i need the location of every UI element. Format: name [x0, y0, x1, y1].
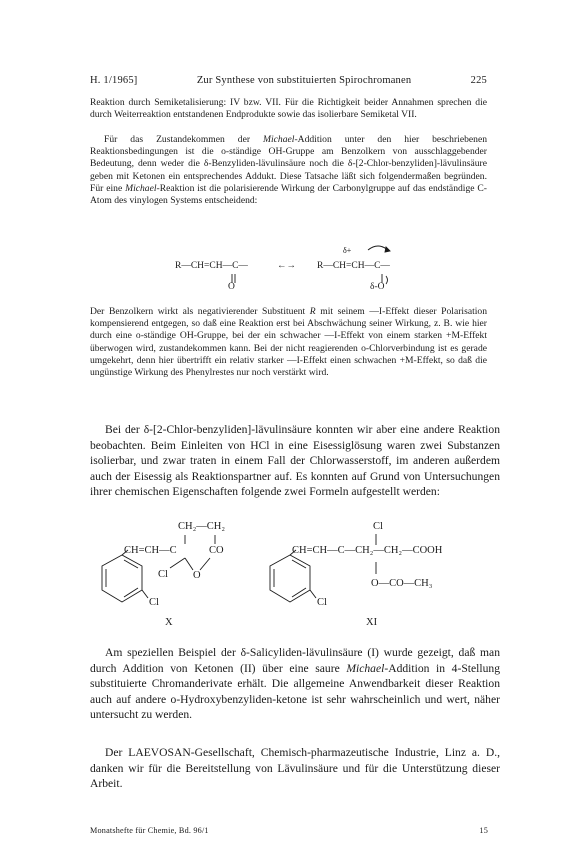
paragraph-2 [90, 134, 487, 207]
resonance-left-oxygen: O [228, 282, 235, 292]
text-run: Der Benzolkern wirkt als negativierender Substituent [90, 306, 310, 317]
x-ring-oxygen: O [193, 570, 201, 581]
paragraph-3 [90, 306, 487, 379]
name-michael: Michael [263, 134, 295, 145]
paragraph-5 [90, 645, 500, 723]
signature-number: 15 [479, 826, 488, 835]
paragraph-1: Reaktion durch Semiketalisierung: IV bzw. VII. Für die Richtigkeit beider Annahmen sprechen die durch Weiterreaktion entstandenen Endprodukte sowie das isolierbare Semiketal VII. [90, 97, 487, 121]
xi-top-chlorine: Cl [373, 521, 383, 532]
paragraph-6: Der LAEVOSAN-Gesellschaft, Chemisch-pharmazeutische Industrie, Linz a. D., danken wir für die Bereitstellung von Lävulinsäure und für die Unterstützung dieser Arbeit. [90, 746, 500, 791]
x-cl-aryl: Cl [149, 597, 159, 608]
issue-ref: H. 1/1965] [90, 75, 138, 86]
resonance-arrow: ←→ [277, 261, 296, 271]
xi-label: XI [366, 617, 378, 628]
journal-footer [90, 826, 488, 835]
text-run: Für das Zustandekommen der [104, 134, 264, 145]
name-michael: Michael [125, 182, 157, 194]
journal-ref: Monatshefte für Chemie, Bd. 96/1 [90, 826, 209, 835]
delta-minus-oxygen: δ-O [370, 282, 385, 292]
xi-chain: CH=CH—C—CH₂—CH₂—COOH [292, 545, 443, 556]
running-header [90, 75, 487, 86]
xi-acetoxy: O—CO—CH₃ [371, 578, 433, 589]
x-label: X [165, 617, 173, 628]
x-cl-substituent: Cl [158, 569, 168, 580]
delta-plus: δ+ [343, 246, 352, 255]
resonance-bonds [320, 240, 440, 300]
paragraph-4: Bei der δ-[2-Chlor-benzyliden]-lävulinsäure konnten wir aber eine andere Reaktion beobachten. Beim Einleiten von HCl in eine Eisessiglösung waren zwei Substanzen isolierbar, und zwar traten in einem Fall der Chlorwasserstoff, im anderen außerdem auch der Eisessig als Reaktionspartner auf. Es konnten auf Grund von Untersuchungen ihrer chemischen Eigenschaften folgende zwei Formeln aufgestellt werden: [90, 423, 500, 499]
text-run: -Reaktion ist die polarisierende Wirkung der Carbonylgruppe auf das endständige C-Atom des vinylogen Systems entscheidend: [90, 182, 487, 207]
symbol-r: R [309, 306, 316, 317]
text-run: mit seinem —I-Effekt dieser Polarisation kompensierend entgegen, so daß eine Reaktion erst bei Abschwächung seiner Wirkung, z. B. wie hier durch eine o-ständige OH-Gruppe, bei der ein schwacher —I-Effekt von einem starken +M-Effekt überwogen wird, zustandekommen kann. Bei der nicht reagierenden o-Chlorverbindung ist es gerade umgekehrt, denn hier übertrifft ein relativ starker —I-Effekt einen schwachen +M-Effekt, so daß die ungünstige Wirkung des Phenylrestes nur noch verstärkt wird. [90, 306, 487, 379]
text-run: Am speziellen Beispiel der δ-Salicyliden-lävulinsäure (I) wurde gezeigt, daß man durch Addition von Ketonen (II) über eine saure [90, 646, 500, 675]
text-run: -Addition unter den hier beschriebenen Reaktionsbedingungen ist die o-ständige OH-Gruppe am Benzolkern von ausschlaggebender Bedeutung, denn weder die δ-Benzyliden-lävulinsäure noch die δ-[2-Chlor-benzyliden]-lävulinsäure geben mit Ketonen ein entsprechendes Addukt. Diese Tatsache läßt sich folgendermaßen begründen. Für eine [90, 134, 488, 194]
xi-cl-aryl: Cl [317, 597, 327, 608]
running-title: Zur Synthese von substituierten Spirochromanen [196, 75, 412, 86]
x-chain: CH=CH—C [124, 545, 177, 556]
resonance-right: R—CH=CH—C— [317, 261, 390, 271]
text-run: -Addition in 4-Stellung substituierte Chromanderivate erhält. Die allgemeine Anwendbarkeit dieser Reaktion auch auf andere o-Hydroxybenzyliden-ketone ist sehr wahrscheinlich und wert, näher untersucht zu werden. [90, 661, 500, 722]
resonance-left: R—CH=CH—C— [175, 261, 248, 271]
x-carbonyl: CO [209, 545, 224, 556]
name-michael: Michael [346, 661, 385, 675]
page-number: 225 [470, 75, 487, 86]
x-top-ch2: CH₂—CH₂ [178, 521, 225, 532]
